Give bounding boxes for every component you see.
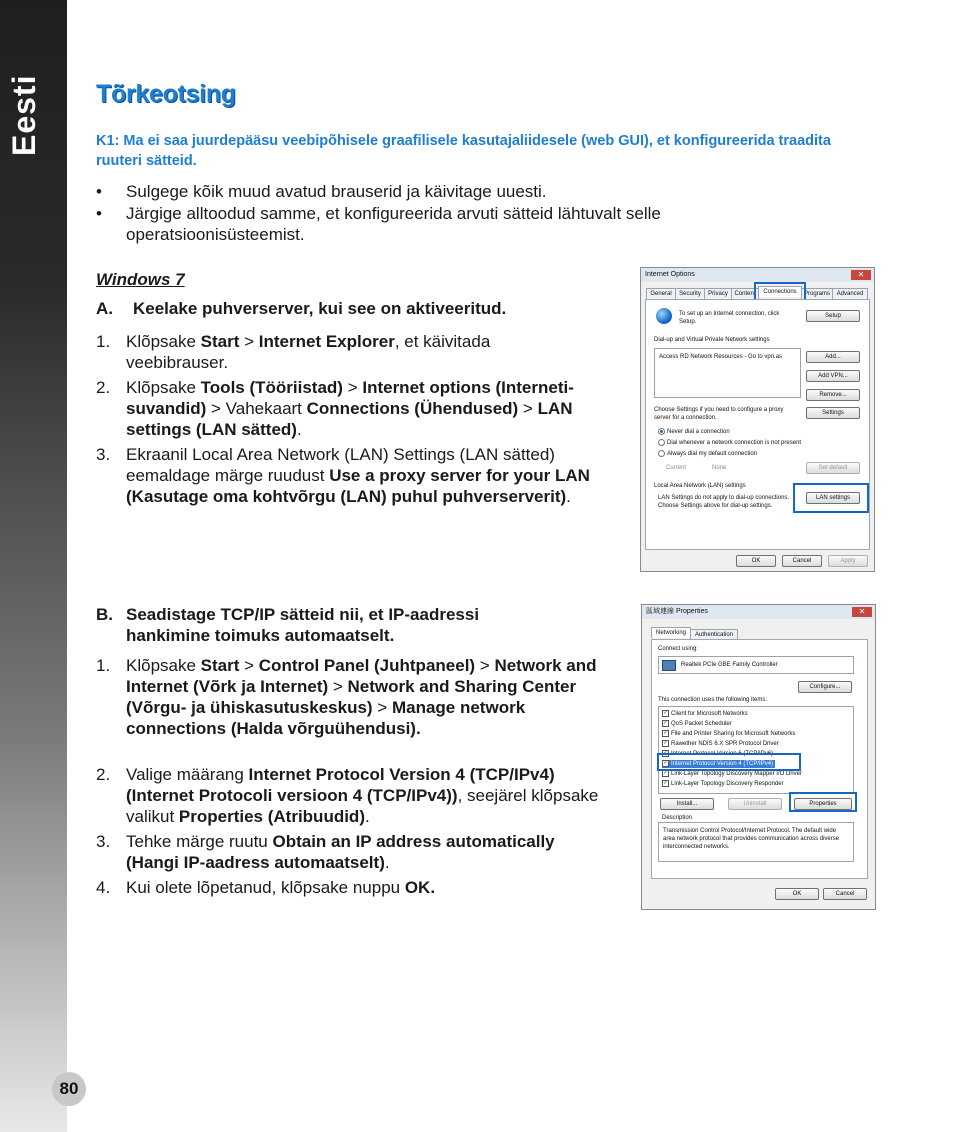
radio-icon: [658, 450, 665, 457]
checkbox-icon: ✓: [663, 770, 668, 776]
connection-properties-dialog: [641, 604, 876, 910]
list-item[interactable]: ✓ QoS Packet Scheduler: [663, 720, 732, 728]
list-item[interactable]: ✓ Link-Layer Topology Discovery Mapper I/O Driver: [663, 770, 802, 778]
bullet-item: Sulgege kõik muud avatud brauserid ja käivitage uuesti.: [126, 182, 547, 201]
tab-authentication[interactable]: Authentication: [690, 629, 738, 641]
step-number: 2.: [96, 378, 111, 397]
list-item[interactable]: ✓ File and Printer Sharing for Microsoft Networks: [663, 730, 796, 738]
checkbox-icon: ✓: [663, 710, 668, 716]
lan-text: LAN Settings do not apply to dial-up connections. Choose Settings above for dial-up settings.: [658, 495, 790, 509]
checkbox-icon: ✓: [663, 720, 668, 726]
adapter-name: Realtek PCIe GBE Family Controller: [681, 662, 778, 668]
dialog-title: 區域連線 Properties: [642, 605, 875, 619]
remove-button[interactable]: Remove...: [806, 389, 860, 401]
ipv4-highlight: [657, 753, 801, 771]
close-icon[interactable]: ✕: [852, 607, 872, 617]
step-a2: Klõpsake Tools (Tööriistad) > Internet options (Interneti-suvandid) > Vahekaart Connections (Ühendused) > LAN settings (LAN sätted).: [126, 378, 574, 439]
internet-options-dialog: [640, 267, 875, 572]
list-item[interactable]: ✓ Client for Microsoft Networks: [663, 710, 748, 718]
cancel-button[interactable]: Cancel: [823, 888, 867, 900]
windows-heading: Windows 7: [96, 270, 185, 289]
section-a-title: Keelake puhverserver, kui see on aktiveeritud.: [133, 299, 507, 318]
section-b-title: Seadistage TCP/IP sätteid nii, et IP-aadressi hankimine toimuks automaatselt.: [126, 605, 480, 645]
dialup-header: Dial-up and Virtual Private Network settings: [654, 337, 770, 343]
list-item[interactable]: ✓ Internet Protocol Version 6 (TCP/IPv6): [663, 750, 774, 758]
setup-button[interactable]: Setup: [806, 310, 860, 322]
radio-always-dial[interactable]: Always dial my default connection: [658, 450, 757, 458]
close-icon[interactable]: ✕: [851, 270, 871, 280]
connection-list[interactable]: [654, 348, 801, 398]
dialog-title: Internet Options: [641, 268, 874, 282]
step-b3: Tehke märge ruutu Obtain an IP address automatically (Hangi IP-aadress automaatselt).: [126, 832, 555, 872]
checkbox-icon: ✓: [663, 750, 668, 756]
add-button[interactable]: Add...: [806, 351, 860, 363]
install-button[interactable]: Install...: [660, 798, 714, 810]
tab-privacy[interactable]: Privacy: [704, 288, 732, 300]
question-k1: K1: Ma ei saa juurdepääsu veebipõhisele graafilisele kasutajaliidesele (web GUI), et konfigureerida traadita ruuteri sätteid.: [96, 133, 831, 169]
page-number: 80: [52, 1072, 86, 1106]
language-sidebar: [0, 0, 67, 1132]
adapter-field: [658, 656, 854, 674]
setup-text: To set up an Internet connection, click Setup.: [679, 311, 780, 325]
connect-using-label: Connect using:: [658, 646, 699, 652]
configure-button[interactable]: Configure...: [798, 681, 852, 693]
bullet-mark: •: [96, 182, 102, 201]
tab-general[interactable]: General: [646, 288, 676, 300]
add-vpn-button[interactable]: Add VPN...: [806, 370, 860, 382]
step-number: 3.: [96, 832, 111, 851]
step-number: 1.: [96, 656, 111, 675]
uninstall-button[interactable]: Uninstall: [728, 798, 782, 810]
section-a-label: A.: [96, 299, 113, 318]
cancel-button[interactable]: Cancel: [782, 555, 822, 567]
description-header: Description: [662, 815, 693, 821]
description-box: [658, 822, 854, 862]
choose-settings-text: Choose Settings if you need to configure a proxy server for a connection.: [654, 407, 784, 421]
tab-security[interactable]: Security: [675, 288, 705, 300]
radio-dial-whenever[interactable]: Dial whenever a network connection is not present: [658, 439, 801, 447]
bullet-mark: •: [96, 204, 102, 223]
tab-connections[interactable]: Connections: [758, 286, 802, 297]
checkbox-icon: ✓: [663, 740, 668, 746]
radio-never-dial[interactable]: Never dial a connection: [658, 428, 730, 436]
ok-button[interactable]: OK: [736, 555, 776, 567]
network-adapter-icon: [662, 660, 676, 671]
step-number: 3.: [96, 445, 111, 464]
page-title: Tõrkeotsing: [96, 80, 236, 108]
step-a3: Ekraanil Local Area Network (LAN) Settings (LAN sätted) eemaldage märge ruudust Use a proxy server for your LAN (Kasutage oma kohtvõrgu (LAN) puhul puhverserverit).: [126, 445, 590, 506]
checkbox-icon: ✓: [663, 760, 668, 766]
step-b1: Klõpsake Start > Control Panel (Juhtpaneel) > Network and Internet (Võrk ja Internet) > Network and Sharing Center (Võrgu- ja ühiskasutuskeskus) > Manage network connections (Halda võrguühendusi).: [126, 656, 597, 738]
radio-icon: [658, 428, 665, 435]
list-item[interactable]: Access RD Network Resources - Go to vpn.as: [659, 354, 783, 360]
items-header: This connection uses the following items:: [658, 697, 768, 703]
step-b2: Valige määrang Internet Protocol Version 4 (TCP/IPv4) (Internet Protocoli versioon 4 (TCP/IPv4)), seejärel klõpsake valikut Properties (Atribuudid).: [126, 765, 599, 826]
checkbox-icon: ✓: [663, 730, 668, 736]
step-number: 4.: [96, 878, 111, 897]
tab-networking[interactable]: Networking: [651, 627, 691, 638]
lan-header: Local Area Network (LAN) settings: [654, 483, 746, 489]
list-item[interactable]: ✓ Link-Layer Topology Discovery Responder: [663, 780, 784, 788]
items-list[interactable]: [658, 706, 854, 794]
list-item-ipv4-selected[interactable]: ✓ Internet Protocol Version 4 (TCP/IPv4): [663, 760, 774, 768]
list-item[interactable]: ✓ Rawether NDIS 6.X SPR Protocol Driver: [663, 740, 779, 748]
lan-settings-button[interactable]: LAN settings: [806, 492, 860, 504]
step-number: 1.: [96, 332, 111, 351]
tab-programs[interactable]: Programs: [801, 288, 833, 300]
language-label: Eesti: [6, 74, 42, 156]
current-label: Current: [666, 465, 687, 471]
step-a1: Klõpsake Start > Internet Explorer, et käivitada veebibrauser.: [126, 332, 491, 372]
properties-button[interactable]: Properties: [794, 798, 852, 810]
lan-settings-highlight: [793, 483, 869, 513]
radio-icon: [658, 439, 665, 446]
settings-button[interactable]: Settings: [806, 407, 860, 419]
properties-highlight: [789, 792, 857, 812]
checkbox-icon: ✓: [663, 780, 668, 786]
ok-button[interactable]: OK: [775, 888, 819, 900]
set-default-button[interactable]: Set default: [806, 462, 860, 474]
tab-advanced[interactable]: Advanced: [832, 288, 868, 300]
description-text: Transmission Control Protocol/Internet Protocol. The default wide area network protocol that provides communication across diverse interconnected networks.: [663, 828, 840, 850]
step-number: 2.: [96, 765, 111, 784]
bullet-item: Järgige alltoodud samme, et konfigureerida arvuti sätteid lähtuvalt selle operatsioonisüsteemist.: [126, 204, 661, 244]
tab-content[interactable]: Content: [731, 288, 759, 300]
section-b-label: B.: [96, 605, 113, 624]
current-value: None: [712, 465, 727, 471]
step-b4: Kui olete lõpetanud, klõpsake nuppu OK.: [126, 878, 436, 897]
apply-button[interactable]: Apply: [828, 555, 868, 567]
internet-globe-icon: [656, 308, 672, 324]
